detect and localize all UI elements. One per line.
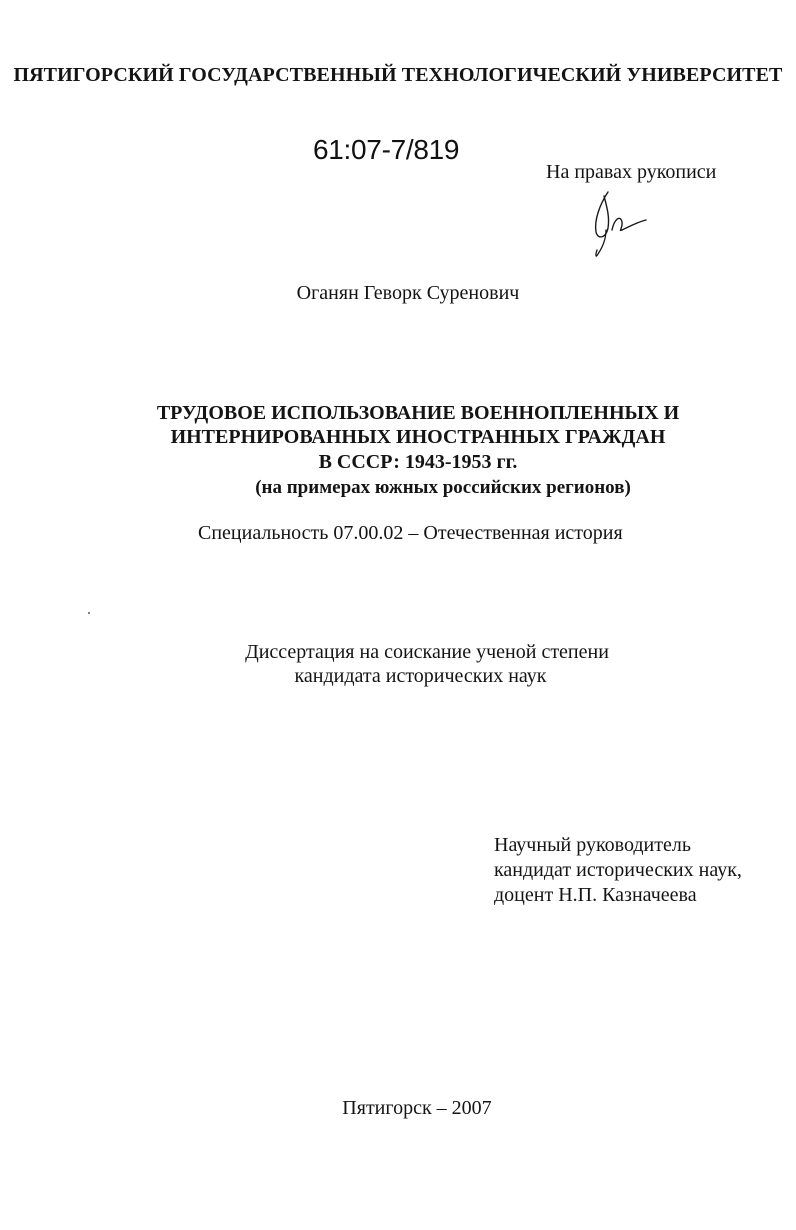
scan-speck [88,612,90,614]
author-name: Оганян Геворк Суренович [296,282,520,304]
university-name: ПЯТИГОРСКИЙ ГОСУДАРСТВЕННЫЙ ТЕХНОЛОГИЧЕСКИЙ УНИВЕРСИТЕТ [13,64,783,86]
manuscript-rights-note: На правах рукописи [546,161,717,183]
degree-line: Диссертация на соискание ученой степени [245,641,609,663]
dissertation-title-line: В СССР: 1943-1953 гг. [318,451,518,473]
supervisor-line: доцент Н.П. Казначеева [494,884,697,906]
dissertation-title-line: ИНТЕРНИРОВАННЫХ ИНОСТРАННЫХ ГРАЖДАН [170,426,666,448]
library-stamp-code: 61:07-7/819 [313,134,460,165]
supervisor-line: кандидат исторических наук, [494,859,742,881]
city-year: Пятигорск – 2007 [342,1097,492,1119]
supervisor-line: Научный руководитель [494,834,691,856]
dissertation-subtitle: (на примерах южных российских регионов) [255,477,631,498]
dissertation-title-line: ТРУДОВОЕ ИСПОЛЬЗОВАНИЕ ВОЕННОПЛЕННЫХ И [156,402,680,424]
signature-icon [586,186,656,266]
degree-line: кандидата исторических наук [294,665,547,687]
specialty-line: Специальность 07.00.02 – Отечественная история [198,522,623,544]
